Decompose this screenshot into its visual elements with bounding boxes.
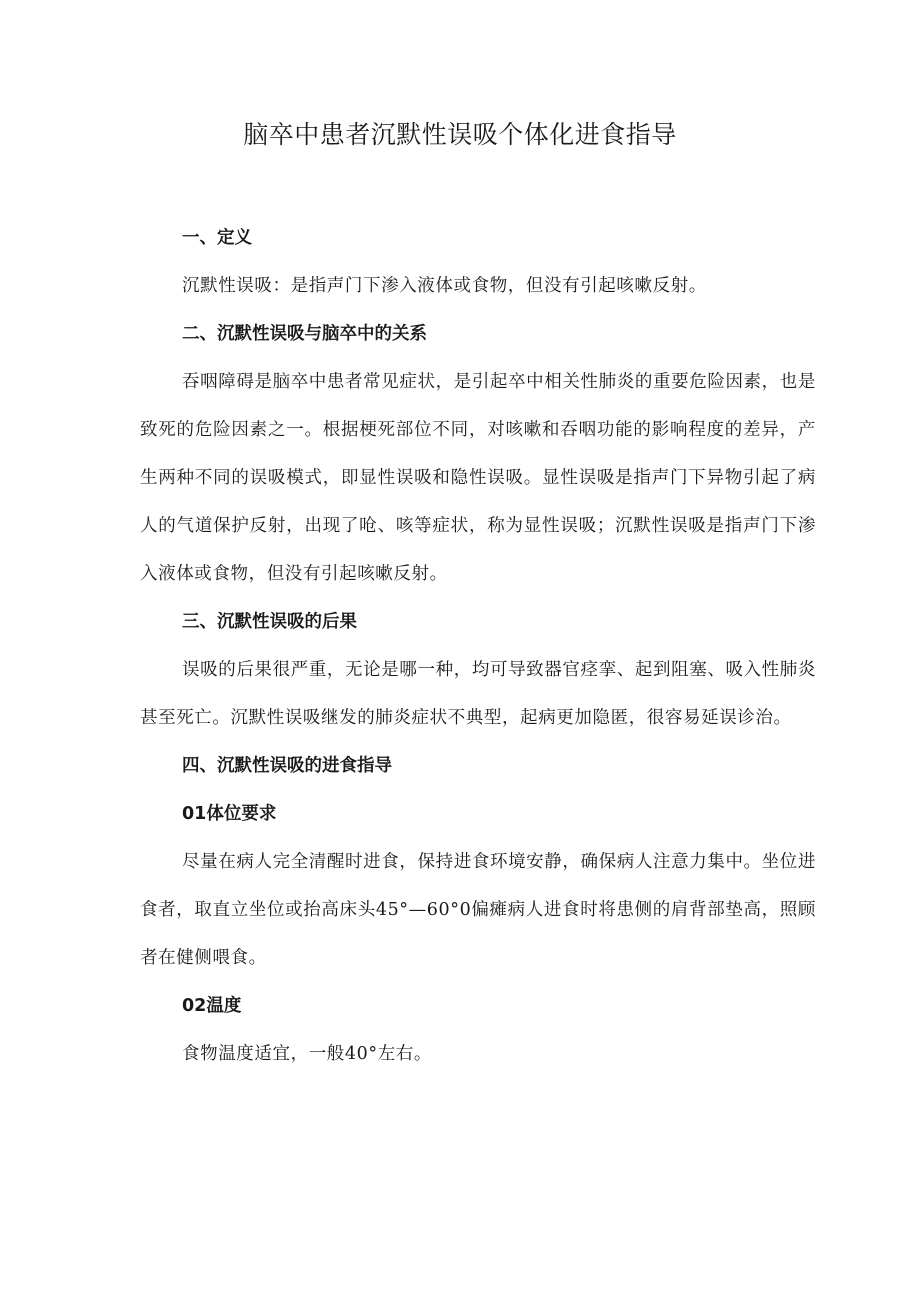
section-heading-definition: 一、定义: [182, 228, 252, 248]
subsection-heading-posture: 01体位要求: [182, 804, 277, 824]
paragraph-consequences: 误吸的后果很严重，无论是哪一种，均可导致器官痉挛、起到阻塞、吸入性肺炎甚至死亡。沉默性误吸继发的肺炎症状不典型，起病更加隐匿，很容易延误诊治。: [140, 660, 816, 728]
document-body: [140, 214, 816, 1078]
section-heading-relation: 二、沉默性误吸与脑卒中的关系: [182, 324, 427, 344]
document-title: 脑卒中患者沉默性误吸个体化进食指导: [243, 120, 677, 149]
paragraph-posture: 尽量在病人完全清醒时进食，保持进食环境安静，确保病人注意力集中。坐位进食者，取直立坐位或抬高床头45°—60°0偏瘫病人进食时将患侧的肩背部垫高，照顾者在健侧喂食。: [140, 852, 816, 968]
paragraph-temperature: 食物温度适宜，一般40°左右。: [182, 1044, 433, 1064]
subsection-heading-temperature: 02温度: [182, 996, 242, 1016]
section-heading-consequences: 三、沉默性误吸的后果: [182, 612, 357, 632]
paragraph-definition: 沉默性误吸：是指声门下渗入液体或食物，但没有引起咳嗽反射。: [182, 276, 707, 296]
paragraph-relation: 吞咽障碍是脑卒中患者常见症状，是引起卒中相关性肺炎的重要危险因素，也是致死的危险因素之一。根据梗死部位不同，对咳嗽和吞咽功能的影响程度的差异，产生两种不同的误吸模式，即显性误吸和隐性误吸。显性误吸是指声门下异物引起了病人的气道保护反射，出现了呛、咳等症状，称为显性误吸；沉默性误吸是指声门下渗入液体或食物，但没有引起咳嗽反射。: [140, 372, 816, 584]
section-heading-feeding-guidance: 四、沉默性误吸的进食指导: [182, 756, 392, 776]
